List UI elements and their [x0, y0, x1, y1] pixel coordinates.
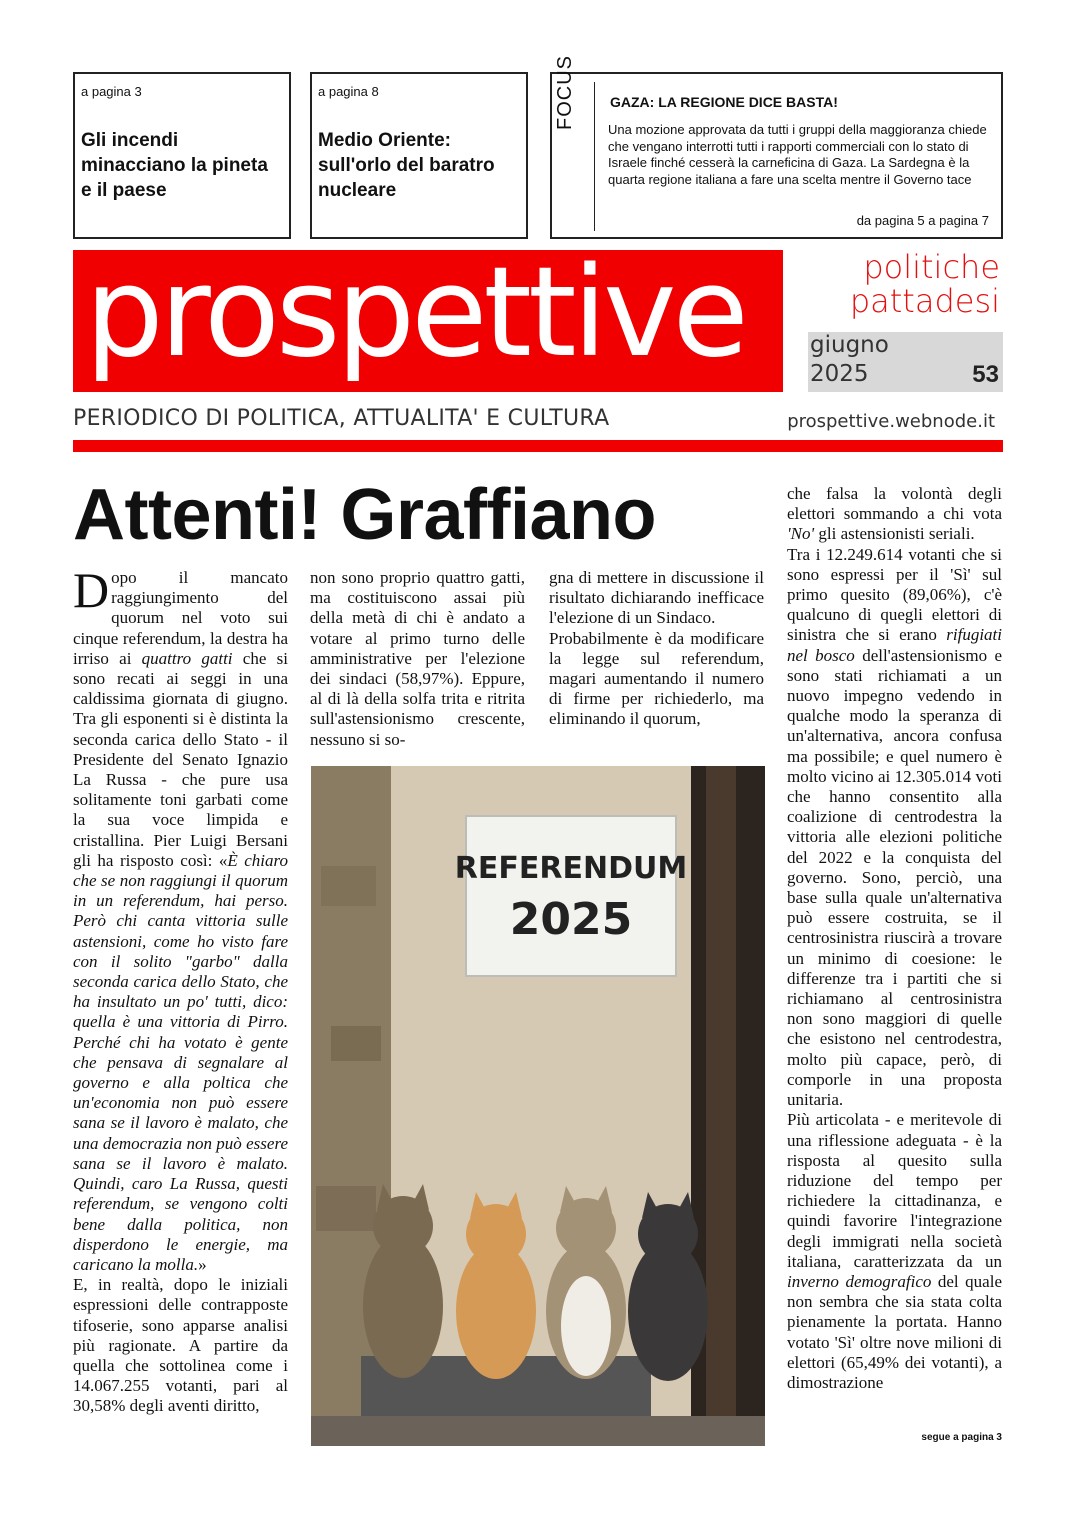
teaser-page-ref: a pagina 8 [318, 84, 379, 99]
article-headline: Attenti! Graffiano [73, 475, 656, 555]
text-run: che si sono recati ai seggi in una caldissima giornata di giugno. Tra gli esponenti si è distinta la seconda carica dello Stato - il Presidente del Senato Ignazio La Russa - che pure usa solitamente toni garbati come la sua voce limpida e cristallina. Pier Luigi Bersani gli ha risposto così: « [73, 648, 288, 870]
floor [311, 1416, 765, 1446]
article-column-1 [73, 562, 288, 1417]
text-run: del quale non sembra che sia stata colta pienamente la portata. Hanno votato 'Sì' oltre nove milioni di elettori (65,49% dei votanti), a dimostrazione [787, 1271, 1002, 1392]
red-divider [73, 440, 1003, 452]
masthead-banner [73, 241, 783, 392]
focus-box[interactable] [550, 55, 1003, 239]
paragraph: Probabilmente è da modificare la legge sul referendum, magari aumentando il numero di firme per richiederlo, ma eliminando il quorum, [549, 628, 764, 729]
paragraph: E, in realtà, dopo le iniziali espressioni delle contrapposte tifoserie, sono apparse analisi più ragionate. A partire da quella che sottolinea come i 14.067.255 votanti, pari al 30,58% degli aventi diritto, [73, 1275, 288, 1416]
paragraph: gna di mettere in discussione il risultato dichiarando inefficace l'elezione di un Sindaco. [549, 568, 764, 628]
text-run-italic: quattro gatti [141, 648, 233, 668]
teaser-box-fires[interactable] [73, 72, 291, 239]
focus-divider [594, 82, 595, 231]
article-column-4 [787, 484, 1002, 1393]
issue-date-box [808, 332, 1003, 392]
article-column-2 [310, 568, 525, 750]
text-run: Tra i 12.249.614 votanti che si sono espressi per il 'Sì' sul primo quesito (89,06%), c'è qualcuno di quegli elettori di sinistra che si erano [787, 544, 1002, 645]
quote-italic: È chiaro che se non raggiungi il quorum in un referendum, hai perso. Però chi canta vittoria sulle astensioni, come ho visto fare con il solito "garbo" dalla seconda carica dello Stato, che ha insultato un po' tutti, dico: quella è una vittoria di Pirro. Perché chi ha votato è gente che pensava di segnalare al governo e alla poltica che un'economia non può essere sana se il lavoro è malato, che una democrazia non può essere sana se il lavoro è malato. Quindi, caro La Russa, questi referendum, se vengono colti bene dalla politica, non disperdono le energie, ma caricano la molla. [73, 850, 288, 1274]
focus-page-ref: da pagina 5 a pagina 7 [856, 213, 989, 228]
masthead-title: prospettive [85, 241, 745, 385]
subtitle-line-1: politiche [863, 248, 1000, 286]
paragraph: non sono proprio quattro gatti, ma costituiscono assai più della metà di chi è andato a votare al primo turno delle amministrative per l'elezione dei sindaci (58,97%). Eppure, al di là della solfa trita e ritrita sull'astensionismo crescente, nessuno si so- [310, 568, 525, 749]
sign-text-line2: 2025 [509, 894, 633, 945]
text-run: opo il mancato raggiungimento del quorum nel voto sui cinque referendum, la destra ha irriso ai [73, 568, 288, 668]
referendum-cats-photo [311, 766, 765, 1446]
teaser-title: Gli incendi minacciano la pineta e il paese [81, 130, 268, 201]
focus-label: FOCUS [554, 55, 576, 130]
sign-text-line1: REFERENDUM [454, 851, 688, 886]
teaser-page-ref: a pagina 3 [81, 84, 142, 99]
text-run: gli astensionisti seriali. [814, 524, 975, 544]
issue-month: giugno [810, 332, 889, 358]
text-run: che falsa la volontà degli elettori sommando a chi vota [787, 484, 1002, 524]
article-column-3 [549, 568, 764, 730]
drop-cap: D [73, 562, 110, 618]
text-run: Più articolata - e meritevole di una riflessione adeguata - è la risposta al quesito sulla riduzione del tempo per richiedere la cittadinanza, e quindi favorire l'integrazione degli immigrati nella società italiana, caratterizzata da un [787, 1110, 1002, 1271]
text-run: dell'astensionismo e sono stati richiamati a un nuovo impegno vedendo in qualche modo la speranza di un'alternativa, ancora confusa ma possibile; e quel numero è molto vicino ai 12.305.014 voti che hanno consentito alla coalizione di centrodestra la vittoria alle elezioni politiche del 2022 e la conquista del governo. Sono, perciò, una base sulla quale un'alternativa può essere costruita, se il centrosinistra riuscirà a trovare un minimo di coesione: le differenze tra i partiti che si richiamano al centrosinistra non sono maggiori di quelle che esistono nel centrodestra, molto più capace, però, di comporle in una proposta unitaria. [787, 645, 1002, 1110]
masthead-subtitle [850, 250, 1000, 318]
text-run-italic: inverno demografico [787, 1271, 932, 1291]
continued-note: segue a pagina 3 [921, 1432, 1002, 1443]
website-link[interactable]: prospettive.webnode.it [787, 411, 995, 432]
issue-number: 53 [972, 361, 999, 388]
issue-year: 2025 [810, 361, 869, 387]
focus-title: GAZA: LA REGIONE DICE BASTA! [610, 94, 838, 110]
focus-body: Una mozione approvata da tutti i gruppi della maggioranza chiede che vengano interrotti tutti i rapporti commerciali con lo stato di Israele finché cesserà la carneficina di Gaza. La Sardegna è la quarta regione italiana a fare una scelta mentre il Governo tace [608, 122, 987, 187]
text-run-italic: rifugiati nel bosco [787, 625, 1002, 665]
teaser-title: Medio Oriente: sull'orlo del baratro nucleare [318, 130, 495, 201]
subtitle-line-2: pattadesi [849, 282, 1000, 320]
teaser-box-middle-east[interactable] [310, 72, 528, 239]
text-run-italic: 'No' [787, 524, 815, 544]
tagline: PERIODICO DI POLITICA, ATTUALITA' E CULTURA [73, 406, 610, 431]
text-run: » [198, 1254, 207, 1274]
